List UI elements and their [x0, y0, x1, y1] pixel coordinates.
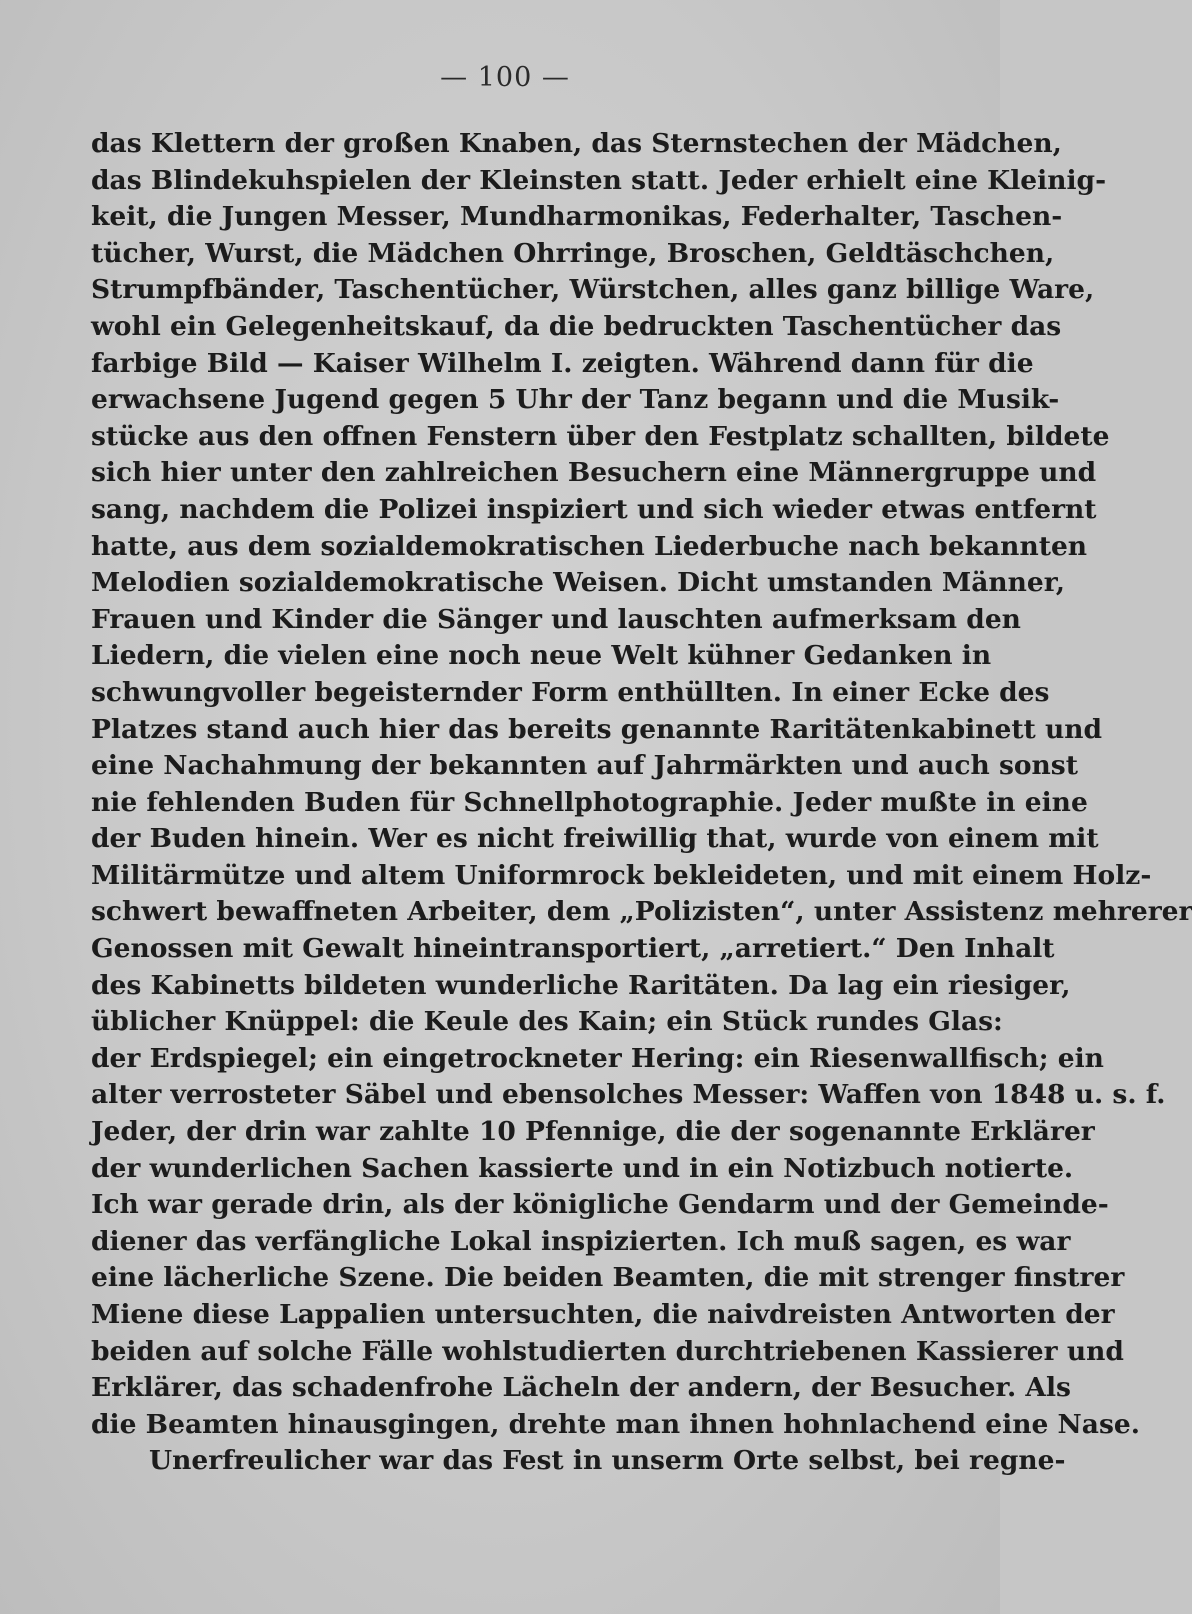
- text-line: Platzes stand auch hier das bereits genannte Raritätenkabinett und: [91, 713, 1103, 745]
- text-line: die Beamten hinausgingen, drehte man ihnen hohnlachend eine Nase.: [91, 1408, 1140, 1440]
- text-line: alter verrosteter Säbel und ebensolches Messer: Waffen von 1848 u. s. f.: [91, 1079, 1166, 1111]
- text-line: Strumpfbänder, Taschentücher, Würstchen, alles ganz billige Ware,: [91, 274, 1095, 306]
- text-line: Jeder, der drin war zahlte 10 Pfennige, die der sogenannte Erklärer: [91, 1116, 1095, 1148]
- text-line: tücher, Wurst, die Mädchen Ohrringe, Broschen, Geldtäschchen,: [91, 237, 1055, 269]
- text-line: schwungvoller begeisternder Form enthüllten. In einer Ecke des: [91, 676, 1050, 708]
- text-line: Erklärer, das schadenfrohe Lächeln der andern, der Besucher. Als: [91, 1372, 1071, 1404]
- text-line: eine lächerliche Szene. Die beiden Beamten, die mit strenger finstrer: [91, 1262, 1125, 1294]
- page-number: — 100 —: [440, 62, 570, 93]
- text-line: wohl ein Gelegenheitskauf, da die bedruckten Taschentücher das: [91, 310, 1062, 342]
- text-line: Genossen mit Gewalt hineintransportiert, „arretiert.“ Den Inhalt: [91, 933, 1055, 965]
- text-line: diener das verfängliche Lokal inspizierten. Ich muß sagen, es war: [91, 1225, 1071, 1257]
- text-line: Unerfreulicher war das Fest in unserm Orte selbst, bei regne-: [149, 1445, 1066, 1477]
- text-line: erwachsene Jugend gegen 5 Uhr der Tanz begann und die Musik-: [91, 384, 1060, 416]
- body-text: [91, 126, 1192, 1480]
- text-line: Militärmütze und altem Uniformrock bekleideten, und mit einem Holz-: [91, 859, 1152, 891]
- text-line: Liedern, die vielen eine noch neue Welt kühner Gedanken in: [91, 640, 992, 672]
- text-line: das Klettern der großen Knaben, das Sternstechen der Mädchen,: [91, 128, 1062, 159]
- text-line: Miene diese Lappalien untersuchten, die naivdreisten Antworten der: [91, 1299, 1115, 1330]
- text-line: der wunderlichen Sachen kassierte und in ein Notizbuch notierte.: [91, 1152, 1074, 1184]
- text-line: schwert bewaffneten Arbeiter, dem „Polizisten“, unter Assistenz mehrerer: [91, 896, 1192, 928]
- text-line: eine Nachahmung der bekannten auf Jahrmärkten und auch sonst: [91, 750, 1078, 782]
- text-line: hatte, aus dem sozialdemokratischen Liederbuche nach bekannten: [91, 530, 1088, 562]
- text-line: Melodien sozialdemokratische Weisen. Dicht umstanden Männer,: [91, 567, 1066, 599]
- text-line: beiden auf solche Fälle wohlstudierten durchtriebenen Kassierer und: [91, 1335, 1124, 1367]
- text-line: der Erdspiegel; ein eingetrockneter Hering: ein Riesenwallfisch; ein: [91, 1042, 1104, 1074]
- text-line: nie fehlenden Buden für Schnellphotographie. Jeder mußte in eine: [91, 786, 1088, 818]
- text-line: keit, die Jungen Messer, Mundharmonikas, Federhalter, Taschen-: [91, 201, 1063, 233]
- text-line: Ich war gerade drin, als der königliche Gendarm und der Gemeinde-: [91, 1189, 1109, 1221]
- text-line: sang, nachdem die Polizei inspiziert und sich wieder etwas entfernt: [91, 493, 1097, 525]
- text-line: üblicher Knüppel: die Keule des Kain; ein Stück rundes Glas:: [91, 1006, 1003, 1038]
- text-line: der Buden hinein. Wer es nicht freiwillig that, wurde von einem mit: [91, 823, 1099, 855]
- text-line: sich hier unter den zahlreichen Besuchern eine Männergruppe und: [91, 457, 1097, 489]
- text-line: des Kabinetts bildeten wunderliche Raritäten. Da lag ein riesiger,: [91, 969, 1071, 1001]
- text-line: farbige Bild — Kaiser Wilhelm I. zeigten. Während dann für die: [91, 347, 1034, 379]
- text-line: stücke aus den offnen Fenstern über den Festplatz schallten, bildete: [91, 420, 1110, 452]
- text-line: das Blindekuhspielen der Kleinsten statt. Jeder erhielt eine Kleinig-: [91, 164, 1107, 196]
- text-line: Frauen und Kinder die Sänger und lauschten aufmerksam den: [91, 603, 1021, 635]
